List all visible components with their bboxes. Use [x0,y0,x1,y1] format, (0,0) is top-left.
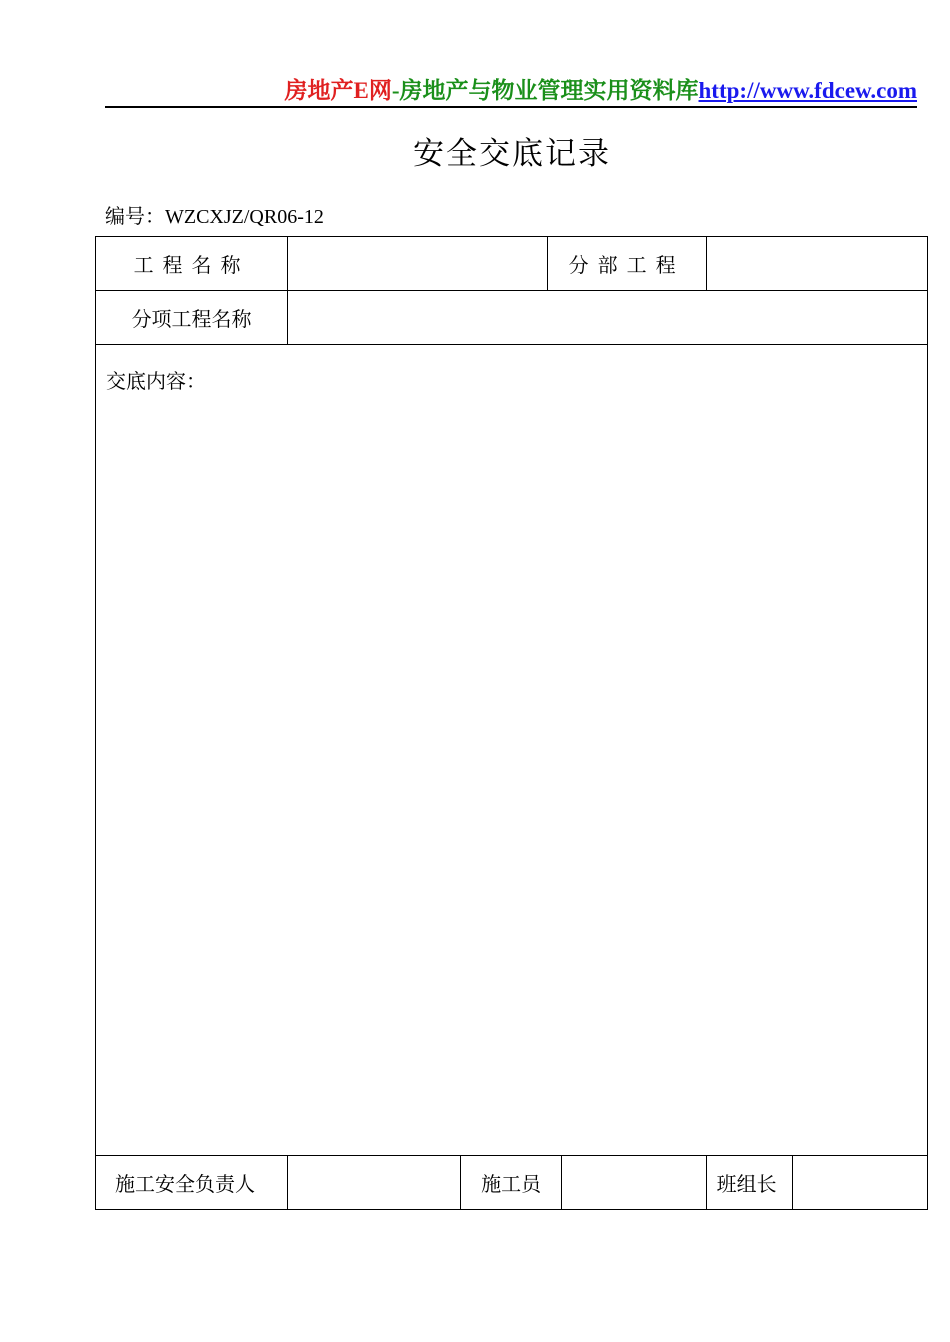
safety-lead-field[interactable] [288,1156,461,1210]
document-number-value: WZCXJZ/QR06-12 [165,206,324,228]
form-row-content [96,345,928,1156]
briefing-content-label: 交底内容： [106,371,206,393]
safety-briefing-form [95,236,928,1210]
briefing-content-area[interactable] [96,345,928,1156]
site-url-link[interactable]: http://www.fdcew.com [698,78,917,103]
form-row-item-project [96,291,928,345]
form-row-signatures [96,1156,928,1210]
site-name: 房地产E网 [284,78,392,103]
team-leader-label: 班组长 [706,1156,793,1210]
document-title: 安全交底记录 [413,136,611,172]
header-separator: - [391,78,400,103]
page-header [105,76,917,108]
team-leader-field[interactable] [793,1156,928,1210]
sub-project-label: 分部工程 [547,237,706,291]
constructor-label: 施工员 [461,1156,562,1210]
sub-project-field[interactable] [706,237,927,291]
form-row-project [96,237,928,291]
safety-lead-label: 施工安全负责人 [96,1156,288,1210]
project-name-field[interactable] [288,237,548,291]
document-number [105,200,324,229]
constructor-field[interactable] [561,1156,706,1210]
site-tagline: 房地产与物业管理实用资料库 [399,78,699,103]
document-number-label: 编号： [105,206,165,228]
project-name-label: 工程名称 [96,237,288,291]
item-project-label: 分项工程名称 [96,291,288,345]
item-project-field[interactable] [288,291,928,345]
